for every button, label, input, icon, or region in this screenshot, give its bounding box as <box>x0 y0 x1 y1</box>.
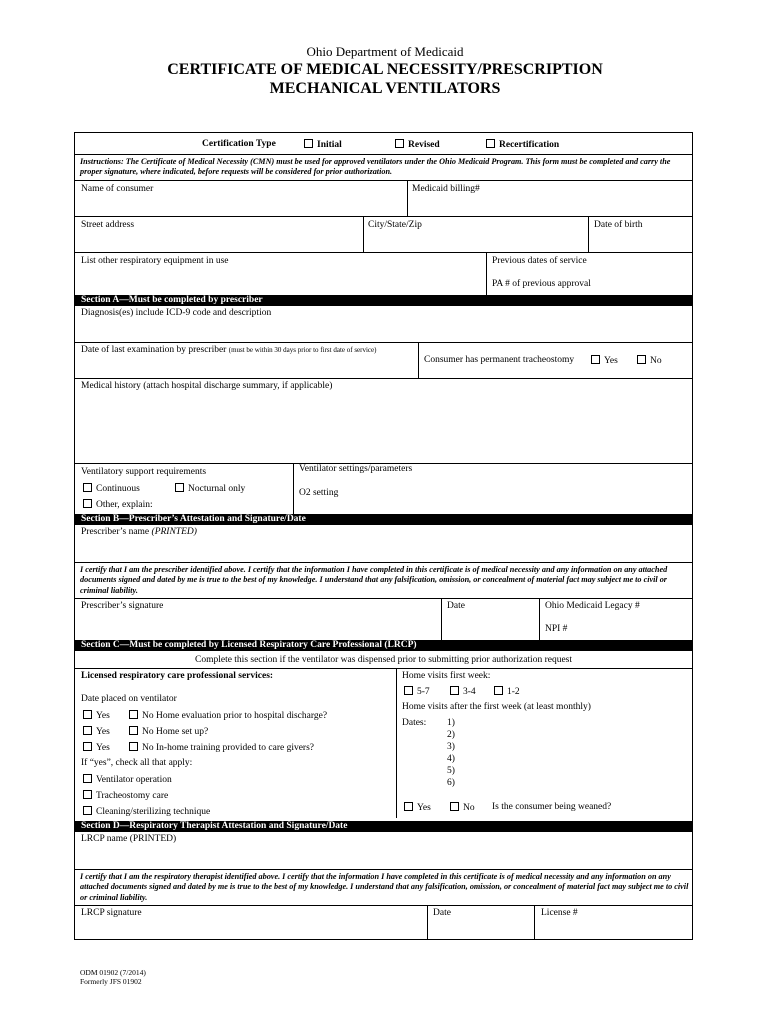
q3-no-checkbox[interactable] <box>129 742 138 751</box>
q2-yes-checkbox[interactable] <box>83 726 92 735</box>
exam-date-note: (must be within 30 days prior to first date of service) <box>228 346 377 354</box>
pa-number-label: PA # of previous approval <box>492 279 591 289</box>
diagnosis-label: Diagnosis(es) include ICD-9 code and description <box>81 308 272 318</box>
lrcp-certification-text: I certify that I am the respiratory therapist identified above. I certify that the information I have completed in this certificate is of medical necessity and any information on any attached documents signed and dated by me is true to the best of my knowledge. I understand that any falsification, omission, or concealment of material fact may subject me to civil or criminal liability. <box>80 872 689 902</box>
form-title: CERTIFICATE OF MEDICAL NECESSITY/PRESCRIPTION <box>167 61 603 78</box>
street-address-label: Street address <box>81 220 135 230</box>
home-visits-after-label: Home visits after the first week (at least monthly) <box>402 702 591 712</box>
section-c-subtitle: Complete this section if the ventilator was dispensed prior to submitting prior authorization request <box>194 655 573 665</box>
ventilator-operation-checkbox[interactable] <box>83 774 92 783</box>
if-yes-label: If “yes”, check all that apply: <box>81 758 193 768</box>
section-b-header: Section B—Prescriber’s Attestation and Signature/Date <box>75 514 692 525</box>
initial-checkbox[interactable] <box>304 139 313 148</box>
formerly-form-number: Formerly JFS 01902 <box>80 977 142 986</box>
date-entry-1: 1) <box>447 718 455 728</box>
q3-no[interactable]: No In-home training provided to care givers? <box>129 742 314 754</box>
tracheostomy-yes-checkbox[interactable] <box>591 355 600 364</box>
date-entry-3: 3) <box>447 742 455 752</box>
q1-yes-checkbox[interactable] <box>83 710 92 719</box>
continuous-option[interactable]: Continuous <box>83 483 140 495</box>
ventilator-operation-option[interactable]: Ventilator operation <box>83 774 172 786</box>
form-subtitle: MECHANICAL VENTILATORS <box>269 80 501 97</box>
weaned-yes-checkbox[interactable] <box>404 802 413 811</box>
respiratory-equipment-label: List other respiratory equipment in use <box>81 256 229 266</box>
date-entry-2: 2) <box>447 730 455 740</box>
home-visits-first-week-label: Home visits first week: <box>402 671 491 681</box>
q1-yes[interactable]: Yes <box>83 710 110 722</box>
exam-date-label: Date of last examination by prescriber (must be within 30 days prior to first date of service) <box>81 345 377 355</box>
date-placed-label: Date placed on ventilator <box>81 694 177 704</box>
certification-type-label: Certification Type <box>202 139 276 149</box>
q2-yes[interactable]: Yes <box>83 726 110 738</box>
weaned-no[interactable]: No <box>450 802 475 814</box>
q2-no[interactable]: No Home set up? <box>129 726 208 738</box>
npi-label: NPI # <box>545 624 568 634</box>
instructions-text: Instructions: The Certificate of Medical Necessity (CMN) must be used for approved ventilators under the Ohio Medicaid Program. This form must be completed and carry the proper signature, where indicated, before requests will be considered for prior authorization. <box>80 157 671 177</box>
city-state-zip-label: City/State/Zip <box>368 220 422 230</box>
q2-no-checkbox[interactable] <box>129 726 138 735</box>
nocturnal-checkbox[interactable] <box>175 483 184 492</box>
prescriber-signature-label: Prescriber’s signature <box>81 601 164 611</box>
weaned-no-checkbox[interactable] <box>450 802 459 811</box>
o2-setting-label: O2 setting <box>299 488 339 498</box>
revised-checkbox[interactable] <box>395 139 404 148</box>
initial-option[interactable]: Initial <box>304 139 342 151</box>
cleaning-technique-option[interactable]: Cleaning/sterilizing technique <box>83 806 210 818</box>
lrcp-date-label: Date <box>433 908 451 918</box>
medical-history-label: Medical history (attach hospital discharge summary, if applicable) <box>81 381 333 391</box>
tracheostomy-care-checkbox[interactable] <box>83 790 92 799</box>
form-number: ODM 01902 (7/2014) <box>80 968 146 977</box>
cleaning-technique-checkbox[interactable] <box>83 806 92 815</box>
section-a-header: Section A—Must be completed by prescriber <box>75 295 692 306</box>
visits-3-4-checkbox[interactable] <box>450 686 459 695</box>
agency-name: Ohio Department of Medicaid <box>306 44 464 59</box>
recertification-option[interactable]: Recertification <box>486 139 559 151</box>
q3-yes[interactable]: Yes <box>83 742 110 754</box>
lrcp-name-label: LRCP name (PRINTED) <box>81 834 177 844</box>
ventilator-settings-label: Ventilator settings/parameters <box>299 464 413 474</box>
prescriber-name-label: Prescriber’s name (PRINTED) <box>81 527 197 537</box>
recertification-checkbox[interactable] <box>486 139 495 148</box>
date-of-birth-label: Date of birth <box>594 220 643 230</box>
cmn-form <box>74 132 693 940</box>
other-checkbox[interactable] <box>83 499 92 508</box>
consumer-name-label: Name of consumer <box>81 184 154 194</box>
ohio-medicaid-legacy-label: Ohio Medicaid Legacy # <box>545 601 640 611</box>
visits-5-7-checkbox[interactable] <box>404 686 413 695</box>
visits-5-7-option[interactable]: 5-7 <box>404 686 430 698</box>
visits-3-4-option[interactable]: 3-4 <box>450 686 476 698</box>
visits-1-2-option[interactable]: 1-2 <box>494 686 520 698</box>
tracheostomy-no[interactable]: No <box>637 355 662 367</box>
medicaid-billing-label: Medicaid billing# <box>412 184 480 194</box>
date-entry-5: 5) <box>447 766 455 776</box>
lrcp-services-label: Licensed respiratory care professional services: <box>81 671 274 681</box>
previous-dates-label: Previous dates of service <box>492 256 587 266</box>
date-entry-4: 4) <box>447 754 455 764</box>
revised-option[interactable]: Revised <box>395 139 440 151</box>
section-c-header: Section C—Must be completed by Licensed Respiratory Care Professional (LRCP) <box>75 640 692 651</box>
prescriber-certification-text: I certify that I am the prescriber identified above. I certify that the information I have completed in this certificate is of medical necessity and any information on any attached documents signed and dated by me is true to the best of my knowledge. I understand that any falsification, omission, or concealment of material fact may subject me to civil or criminal liability. <box>80 565 668 595</box>
tracheostomy-care-option[interactable]: Tracheostomy care <box>83 790 168 802</box>
lrcp-signature-label: LRCP signature <box>81 908 142 918</box>
tracheostomy-yes[interactable]: Yes <box>591 355 618 367</box>
continuous-checkbox[interactable] <box>83 483 92 492</box>
tracheostomy-label: Consumer has permanent tracheostomy <box>424 355 575 365</box>
license-number-label: License # <box>541 908 578 918</box>
weaned-label: Is the consumer being weaned? <box>492 802 612 812</box>
nocturnal-option[interactable]: Nocturnal only <box>175 483 245 495</box>
prescriber-date-label: Date <box>447 601 465 611</box>
ventilatory-support-label: Ventilatory support requirements <box>81 467 207 477</box>
section-d-header: Section D—Respiratory Therapist Attestation and Signature/Date <box>75 821 692 832</box>
tracheostomy-no-checkbox[interactable] <box>637 355 646 364</box>
date-entry-6: 6) <box>447 778 455 788</box>
q1-no-checkbox[interactable] <box>129 710 138 719</box>
dates-label: Dates: <box>402 718 427 728</box>
weaned-yes[interactable]: Yes <box>404 802 431 814</box>
visits-1-2-checkbox[interactable] <box>494 686 503 695</box>
q1-no[interactable]: No Home evaluation prior to hospital discharge? <box>129 710 327 722</box>
q3-yes-checkbox[interactable] <box>83 742 92 751</box>
other-option[interactable]: Other, explain: <box>83 499 153 511</box>
